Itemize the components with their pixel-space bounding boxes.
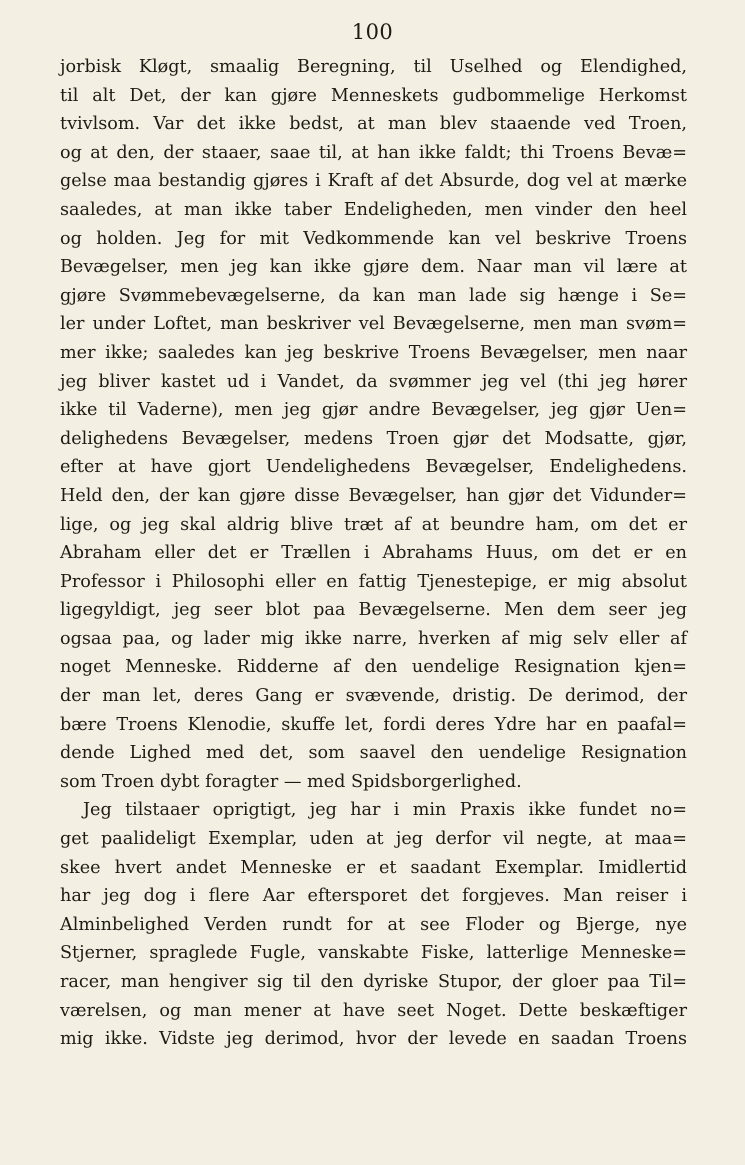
text-line: get paalideligt Exemplar, uden at jeg derfor vil negte, at maa= [60, 829, 687, 850]
text-line: gelse maa bestandig gjøres i Kraft af det Absurde, dog vel at mærke [60, 171, 687, 192]
text-line: og holden. Jeg for mit Vedkommende kan vel beskrive Troens [60, 228, 687, 249]
text-line: jorbisk Kløgt, smaalig Beregning, til Uselhed og Elendighed, [60, 57, 687, 77]
text-line: der man let, deres Gang er svævende, dristig. De derimod, der [60, 686, 687, 707]
body-text [60, 53, 687, 1054]
page-number: 100 [351, 20, 394, 44]
text-line: Professor i Philosophi eller en fattig Tjenestepige, er mig absolut [60, 571, 687, 592]
text-line: Held den, der kan gjøre disse Bevægelser, han gjør det Vidunder= [60, 485, 687, 506]
text-line: ler under Loftet, man beskriver vel Bevægelserne, men man svøm= [60, 314, 687, 335]
paragraph-start-line: Jeg tilstaaer oprigtigt, jeg har i min Praxis ikke fundet no= [83, 800, 687, 821]
text-line: efter at have gjort Uendelighedens Bevægelser, Endelighedens. [60, 457, 687, 478]
text-line: tvivlsom. Var det ikke bedst, at man blev staaende ved Troen, [60, 114, 687, 135]
text-line: ogsaa paa, og lader mig ikke narre, hverken af mig selv eller af [60, 628, 687, 649]
text-line: Bevægelser, men jeg kan ikke gjøre dem. Naar man vil lære at [60, 257, 687, 278]
text-line: værelsen, og man mener at have seet Noget. Dette beskæftiger [60, 1000, 687, 1021]
text-line: lige, og jeg skal aldrig blive træt af at beundre ham, om det er [60, 514, 687, 535]
text-line: mer ikke; saaledes kan jeg beskrive Troens Bevægelser, men naar [60, 342, 687, 363]
text-line: ligegyldigt, jeg seer blot paa Bevægelserne. Men dem seer jeg [60, 600, 687, 621]
text-line: Stjerner, spraglede Fugle, vanskabte Fiske, latterlige Menneske= [60, 943, 687, 964]
text-line: jeg bliver kastet ud i Vandet, da svømmer jeg vel (thi jeg hører [60, 371, 687, 392]
text-line: dende Lighed med det, som saavel den uendelige Resignation [60, 743, 687, 764]
paragraph-end-line: som Troen dybt foragter — med Spidsborgerlighed. [60, 771, 522, 792]
text-line: Abraham eller det er Trællen i Abrahams Huus, om det er en [60, 543, 687, 564]
text-line: mig ikke. Vidste jeg derimod, hvor der levede en saadan Troens [60, 1029, 687, 1050]
text-line: ikke til Vaderne), men jeg gjør andre Bevægelser, jeg gjør Uen= [60, 400, 687, 421]
text-line: noget Menneske. Ridderne af den uendelige Resignation kjen= [60, 657, 687, 678]
text-line: Alminbelighed Verden rundt for at see Floder og Bjerge, nye [60, 914, 687, 935]
text-line: saaledes, at man ikke taber Endeligheden, men vinder den heel [60, 199, 687, 220]
text-line: til alt Det, der kan gjøre Menneskets gudbommelige Herkomst [60, 85, 687, 106]
text-line: skee hvert andet Menneske er et saadant Exemplar. Imidlertid [60, 857, 687, 878]
text-line: racer, man hengiver sig til den dyriske Stupor, der gloer paa Til= [60, 972, 687, 992]
text-line: bære Troens Klenodie, skuffe let, fordi deres Ydre har en paafal= [60, 714, 687, 735]
text-line: og at den, der staaer, saae til, at han ikke faldt; thi Troens Bevæ= [60, 142, 687, 163]
text-line: har jeg dog i flere Aar eftersporet det forgjeves. Man reiser i [60, 886, 687, 907]
text-line: delighedens Bevægelser, medens Troen gjør det Modsatte, gjør, [60, 428, 687, 449]
text-line: gjøre Svømmebevægelserne, da kan man lade sig hænge i Se= [60, 285, 687, 306]
